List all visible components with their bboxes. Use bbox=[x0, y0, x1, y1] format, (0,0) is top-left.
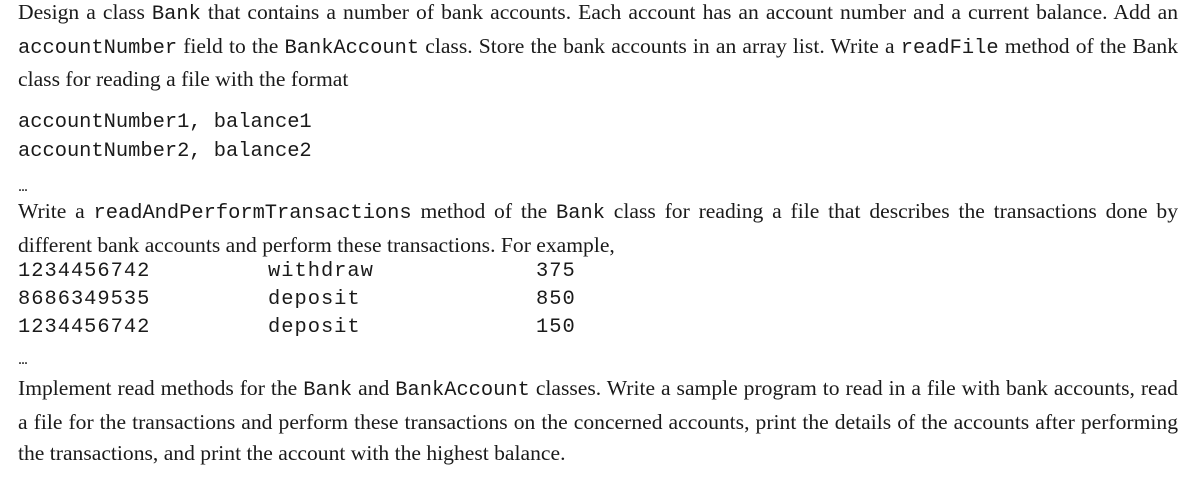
transaction-type: withdraw bbox=[268, 260, 374, 283]
paragraph-transactions bbox=[18, 196, 1178, 261]
tx-text-1: Write a bbox=[18, 199, 94, 223]
code-bank-2: Bank bbox=[556, 202, 605, 225]
intro-text-5: method of the Bank class for reading a file with the format bbox=[18, 33, 1178, 91]
transaction-row bbox=[18, 286, 576, 314]
transaction-row bbox=[18, 258, 576, 286]
intro-text-4: class. Store the bank accounts in an array list. Write a bbox=[419, 33, 901, 58]
code-accountnumber: accountNumber bbox=[18, 36, 178, 60]
code-bank: Bank bbox=[151, 3, 201, 26]
impl-text-2: and bbox=[352, 376, 396, 400]
tx-text-2: method of the bbox=[411, 199, 557, 223]
paragraph-implement bbox=[18, 373, 1178, 470]
impl-text-3: classes. Write a sample program to read in a file with bank accounts, read a file for the transactions and perform these transactions on the concerned accounts, print the details of the accounts after performing the transactions, and print the account with the highest balance. bbox=[18, 376, 1178, 465]
intro-text-1: Design a class bbox=[18, 0, 152, 24]
transaction-type: deposit bbox=[268, 316, 361, 339]
intro-text-3: field to the bbox=[177, 33, 285, 58]
code-bankaccount-2: BankAccount bbox=[395, 379, 530, 402]
code-bank-3: Bank bbox=[303, 379, 353, 402]
transaction-amount: 150 bbox=[536, 316, 576, 339]
paragraph-intro bbox=[18, 0, 1178, 96]
transaction-account: 1234456742 bbox=[18, 260, 151, 283]
code-bankaccount: BankAccount bbox=[284, 36, 420, 60]
ellipsis-1: ... bbox=[18, 178, 27, 195]
intro-text-2: that contains a number of bank accounts. Each account has an account number and a current balance. Add an bbox=[200, 0, 1178, 24]
impl-text-1: Implement read methods for the bbox=[18, 376, 304, 400]
transaction-account: 1234456742 bbox=[18, 316, 151, 339]
code-readfile: readFile bbox=[900, 36, 999, 60]
tx-text-3: class for reading a file that describes the transactions done by different bank accounts and perform these transactions. For example, bbox=[18, 199, 1178, 257]
transaction-type: deposit bbox=[268, 288, 361, 311]
format-line-1: accountNumber1, balance1 bbox=[18, 111, 312, 134]
format-line-2: accountNumber2, balance2 bbox=[18, 140, 312, 163]
transaction-row bbox=[18, 314, 576, 342]
transaction-account: 8686349535 bbox=[18, 288, 151, 311]
transaction-amount: 375 bbox=[536, 260, 576, 283]
ellipsis-2: ... bbox=[18, 351, 27, 368]
code-readandperform: readAndPerformTransactions bbox=[93, 202, 412, 225]
transaction-amount: 850 bbox=[536, 288, 576, 311]
